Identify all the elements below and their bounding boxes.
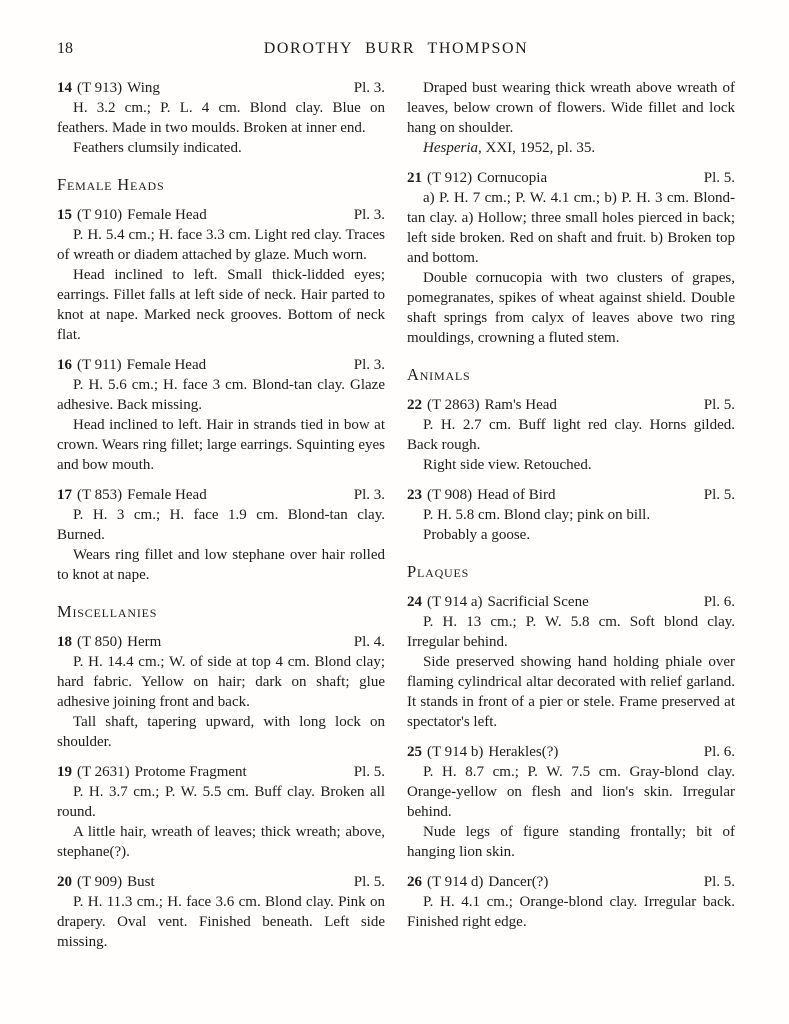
entry-paragraph: P. H. 13 cm.; P. W. 5.8 cm. Soft blond clay. Irregular behind.: [407, 614, 735, 650]
entry-title: Wing: [127, 80, 160, 96]
plate-ref: Pl. 5.: [353, 764, 385, 780]
entry-title: Bust: [127, 874, 155, 890]
catalog-number: (T 914 b): [427, 744, 484, 760]
catalog-entry: [407, 168, 735, 348]
catalog-number: (T 853): [77, 487, 123, 503]
entry-title-line: [57, 205, 207, 225]
entry-title: Sacrificial Scene: [487, 594, 589, 610]
page-header: [57, 40, 735, 62]
catalog-entry: [57, 78, 385, 158]
catalog-entry: [57, 872, 385, 952]
entry-paragraph: Head inclined to left. Hair in strands tied in bow at crown. Wears ring fillet; large earrings. Squinting eyes and bow mouth.: [57, 417, 385, 473]
column-right: [407, 78, 735, 952]
section-heading: Miscellanies: [57, 602, 158, 621]
entry-paragraph: a) P. H. 7 cm.; P. W. 4.1 cm.; b) P. H. 3 cm. Blond-tan clay. a) Hollow; three small holes pierced in back; left side broken. Red on shaft and fruit. b) Broken top and bottom.: [407, 190, 735, 266]
citation-rest: , XXI, 1952, pl. 35.: [478, 140, 596, 156]
entry-continuation: [407, 78, 735, 158]
entry-title: Cornucopia: [477, 170, 548, 186]
entry-title: Ram's Head: [484, 397, 557, 413]
plate-ref: Pl. 5.: [353, 874, 385, 890]
running-title: DOROTHY BURR THOMPSON: [263, 40, 529, 57]
entry-paragraph: P. H. 5.6 cm.; H. face 3 cm. Blond-tan clay. Glaze adhesive. Back missing.: [57, 377, 385, 413]
entry-title-line: [57, 485, 207, 505]
entry-number: 18: [57, 634, 72, 650]
page-number: 18: [57, 40, 73, 57]
entry-title-line: [57, 762, 247, 782]
entry-number: 22: [407, 397, 422, 413]
catalog-entry: [407, 395, 735, 475]
catalog-number: (T 2863): [427, 397, 480, 413]
plate-ref: Pl. 5.: [703, 487, 735, 503]
entry-number: 16: [57, 357, 72, 373]
entry-title: Female Head: [126, 357, 207, 373]
entry-paragraph: P. H. 4.1 cm.; Orange-blond clay. Irregular back. Finished right edge.: [407, 894, 735, 930]
entry-header: [407, 872, 735, 892]
column-left: [57, 78, 385, 952]
catalog-number: (T 910): [77, 207, 123, 223]
plate-ref: Pl. 5.: [703, 874, 735, 890]
catalog-entry: [407, 872, 735, 932]
entry-title: Head of Bird: [477, 487, 556, 503]
entry-paragraph: P. H. 14.4 cm.; W. of side at top 4 cm. Blond clay; hard fabric. Yellow on hair; dark on shaft; glue adhesive joining front and back.: [57, 654, 385, 710]
entry-title-line: [407, 395, 557, 415]
plate-ref: Pl. 6.: [703, 594, 735, 610]
catalog-entry: [57, 485, 385, 585]
entry-header: [407, 592, 735, 612]
entry-paragraph: H. 3.2 cm.; P. L. 4 cm. Blond clay. Blue on feathers. Made in two moulds. Broken at inner end.: [57, 100, 385, 136]
entry-paragraph: P. H. 3 cm.; H. face 1.9 cm. Blond-tan clay. Burned.: [57, 507, 385, 543]
entry-header: [407, 395, 735, 415]
plate-ref: Pl. 3.: [353, 357, 385, 373]
plate-ref: Pl. 3.: [353, 207, 385, 223]
entry-paragraph: Nude legs of figure standing frontally; bit of hanging lion skin.: [407, 824, 735, 860]
catalog-entry: [407, 742, 735, 862]
plate-ref: Pl. 3.: [353, 487, 385, 503]
citation-paragraph: [407, 138, 735, 158]
entry-paragraph: Right side view. Retouched.: [423, 457, 592, 473]
entry-number: 24: [407, 594, 422, 610]
catalog-entry: [57, 632, 385, 752]
entry-paragraph: P. H. 2.7 cm. Buff light red clay. Horns gilded. Back rough.: [407, 417, 735, 453]
text-columns: [57, 78, 735, 952]
entry-header: [57, 762, 385, 782]
section-heading: Female Heads: [57, 175, 165, 194]
catalog-number: (T 914 d): [427, 874, 484, 890]
plate-ref: Pl. 6.: [703, 744, 735, 760]
catalog-entry: [57, 355, 385, 475]
entry-header: [57, 632, 385, 652]
entry-title-line: [407, 168, 547, 188]
entry-header: [57, 78, 385, 98]
entry-title: Protome Fragment: [134, 764, 247, 780]
entry-number: 15: [57, 207, 72, 223]
entry-title-line: [407, 742, 558, 762]
entry-paragraph: Wears ring fillet and low stephane over hair rolled to knot at nape.: [57, 547, 385, 583]
entry-title-line: [407, 872, 548, 892]
entry-paragraph: A little hair, wreath of leaves; thick wreath; above, stephane(?).: [57, 824, 385, 860]
entry-paragraph: Probably a goose.: [423, 527, 531, 543]
catalog-number: (T 912): [427, 170, 473, 186]
entry-paragraph: Tall shaft, tapering upward, with long lock on shoulder.: [57, 714, 385, 750]
entry-paragraph: P. H. 5.8 cm. Blond clay; pink on bill.: [423, 507, 651, 523]
entry-number: 20: [57, 874, 72, 890]
journal-name: Hesperia: [423, 140, 478, 156]
entry-title-line: [407, 485, 555, 505]
entry-title-line: [407, 592, 589, 612]
entry-paragraph: P. H. 11.3 cm.; H. face 3.6 cm. Blond clay. Pink on drapery. Oval vent. Finished beneath. Left side missing.: [57, 894, 385, 950]
entry-title: Dancer(?): [488, 874, 549, 890]
entry-title: Herm: [127, 634, 162, 650]
catalog-number: (T 911): [77, 357, 122, 373]
entry-title: Herakles(?): [488, 744, 559, 760]
catalog-number: (T 914 a): [427, 594, 483, 610]
catalog-number: (T 909): [77, 874, 123, 890]
entry-header: [57, 355, 385, 375]
entry-title-line: [57, 632, 161, 652]
entry-header: [57, 485, 385, 505]
catalog-entry: [407, 485, 735, 545]
entry-paragraph: Side preserved showing hand holding phiale over flaming cylindrical altar decorated with relief garland. It stands in front of a pier or stele. Frame preserved at spectator's left.: [407, 654, 735, 730]
entry-paragraph: P. H. 8.7 cm.; P. W. 7.5 cm. Gray-blond clay. Orange-yellow on flesh and lion's skin. Irregular behind.: [407, 764, 735, 820]
entry-number: 14: [57, 80, 72, 96]
entry-title-line: [57, 355, 206, 375]
entry-header: [57, 872, 385, 892]
entry-header: [407, 168, 735, 188]
entry-header: [407, 742, 735, 762]
plate-ref: Pl. 5.: [703, 170, 735, 186]
entry-title-line: [57, 872, 155, 892]
catalog-entry: [407, 592, 735, 732]
entry-paragraph: P. H. 5.4 cm.; H. face 3.3 cm. Light red clay. Traces of wreath or diadem attached by glaze. Much worn.: [57, 227, 385, 263]
entry-header: [407, 485, 735, 505]
entry-paragraph: Feathers clumsily indicated.: [73, 140, 242, 156]
entry-paragraph: P. H. 3.7 cm.; P. W. 5.5 cm. Buff clay. Broken all round.: [57, 784, 385, 820]
entry-number: 23: [407, 487, 422, 503]
plate-ref: Pl. 5.: [703, 397, 735, 413]
entry-paragraph: Double cornucopia with two clusters of grapes, pomegranates, spikes of wheat against shield. Double shaft springs from calyx of leaves above two ring mouldings, crowning a fluted stem.: [407, 270, 735, 346]
catalog-number: (T 850): [77, 634, 123, 650]
catalog-number: (T 908): [427, 487, 473, 503]
entry-title-line: [57, 78, 160, 98]
entry-number: 21: [407, 170, 422, 186]
catalog-entry: [57, 762, 385, 862]
entry-paragraph: Head inclined to left. Small thick-lidded eyes; earrings. Fillet falls at left side of neck. Hair parted to knot at nape. Marked neck grooves. Bottom of neck flat.: [57, 267, 385, 343]
entry-number: 26: [407, 874, 422, 890]
entry-number: 17: [57, 487, 72, 503]
section-heading: Plaques: [407, 562, 470, 581]
section-heading: Animals: [407, 365, 471, 384]
plate-ref: Pl. 4.: [353, 634, 385, 650]
catalog-number: (T 913): [77, 80, 123, 96]
entry-number: 25: [407, 744, 422, 760]
entry-number: 19: [57, 764, 72, 780]
entry-paragraph: Draped bust wearing thick wreath above wreath of leaves, below crown of flowers. Wide fillet and lock hang on shoulder.: [407, 80, 735, 136]
plate-ref: Pl. 3.: [353, 80, 385, 96]
catalog-number: (T 2631): [77, 764, 130, 780]
entry-title: Female Head: [127, 207, 207, 223]
entry-title: Female Head: [127, 487, 207, 503]
entry-header: [57, 205, 385, 225]
catalog-entry: [57, 205, 385, 345]
